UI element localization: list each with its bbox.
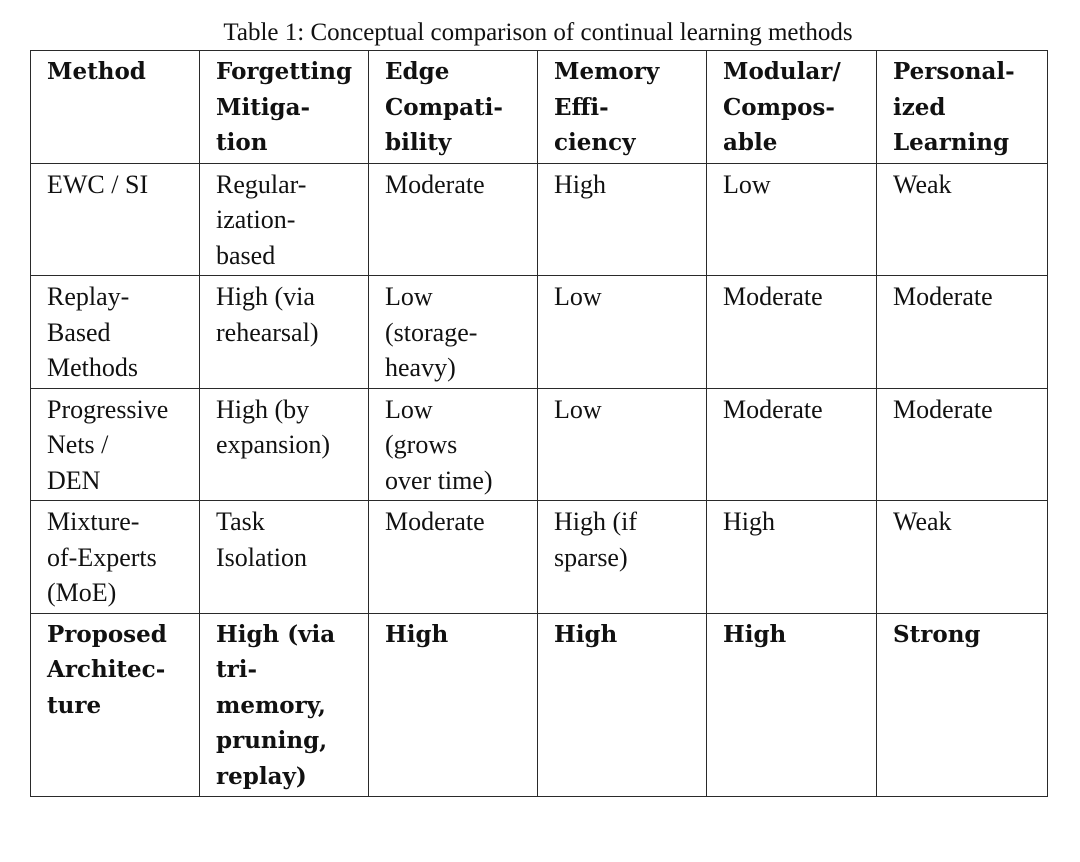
- cell-line: pruning,: [216, 727, 328, 754]
- table-row: [31, 501, 1048, 614]
- cell-line: based: [216, 240, 276, 270]
- table-row-proposed: [31, 613, 1048, 797]
- cell-line: Mitiga-: [216, 93, 311, 121]
- cell-line: memory,: [216, 691, 326, 719]
- cell-memory-efficiency: [538, 163, 707, 276]
- cell-modular-composable: [707, 276, 877, 389]
- cell-line: (storage-: [385, 317, 478, 347]
- cell-line: Compati-: [385, 93, 503, 121]
- cell-line: Weak: [893, 507, 952, 536]
- cell-line: EWC / SI: [47, 169, 149, 199]
- cell-line: Moderate: [893, 394, 993, 424]
- cell-edge-compatibility: [369, 276, 538, 389]
- cell-personalized-learning: [877, 501, 1048, 614]
- cell-line: Moderate: [723, 282, 823, 311]
- table-row: [31, 388, 1048, 501]
- cell-method: [31, 163, 200, 276]
- cell-line: High (via: [216, 282, 315, 311]
- cell-personalized-learning: [877, 613, 1048, 797]
- cell-line: Moderate: [723, 394, 823, 424]
- cell-line: ciency: [554, 129, 636, 156]
- comparison-table: [30, 50, 1048, 797]
- cell-line: ized: [893, 93, 946, 121]
- cell-line: Memory: [554, 58, 660, 85]
- cell-line: High (if: [554, 507, 638, 536]
- cell-method: [31, 388, 200, 501]
- cell-modular-composable: [707, 501, 877, 614]
- cell-forgetting-mitigation: [200, 276, 369, 389]
- cell-line: Weak: [893, 169, 952, 199]
- header-forgetting-mitigation: [200, 51, 369, 164]
- cell-line: bility: [385, 129, 452, 156]
- cell-forgetting-mitigation: [200, 613, 369, 797]
- cell-line: Low: [723, 169, 771, 199]
- cell-line: High: [385, 620, 449, 648]
- cell-line: heavy): [385, 353, 456, 382]
- cell-line: ization-: [216, 205, 296, 234]
- cell-line: expansion): [216, 430, 331, 459]
- cell-line: Edge: [385, 58, 450, 85]
- cell-line: Forgetting: [216, 58, 353, 85]
- cell-modular-composable: [707, 613, 877, 797]
- cell-line: Methods: [47, 353, 138, 382]
- cell-line: Nets /: [47, 430, 109, 459]
- cell-line: tri-: [216, 656, 258, 683]
- cell-line: Low: [554, 394, 602, 424]
- cell-line: Learning: [893, 129, 1010, 156]
- cell-line: Low: [554, 282, 602, 311]
- cell-line: ture: [47, 691, 102, 719]
- cell-line: over time): [385, 465, 493, 495]
- cell-edge-compatibility: [369, 388, 538, 501]
- cell-line: High (by: [216, 394, 310, 424]
- cell-line: (grows: [385, 430, 458, 459]
- cell-line: Method: [47, 58, 146, 85]
- cell-line: (MoE): [47, 578, 117, 607]
- cell-personalized-learning: [877, 163, 1048, 276]
- cell-line: Based: [47, 317, 111, 347]
- table-caption: Table 1: Conceptual comparison of continual learning methods: [223, 19, 853, 46]
- cell-line: Low: [385, 282, 433, 311]
- cell-line: Moderate: [385, 507, 485, 536]
- cell-line: DEN: [47, 465, 101, 495]
- cell-line: sparse): [554, 542, 628, 572]
- cell-line: Task: [216, 507, 265, 536]
- cell-line: tion: [216, 129, 268, 156]
- cell-forgetting-mitigation: [200, 501, 369, 614]
- cell-line: Strong: [893, 620, 981, 648]
- cell-line: Moderate: [385, 169, 485, 199]
- cell-line: High: [554, 169, 606, 199]
- cell-line: Replay-: [47, 282, 130, 311]
- cell-line: Architec-: [47, 656, 166, 683]
- cell-modular-composable: [707, 388, 877, 501]
- cell-line: High: [723, 620, 787, 648]
- cell-line: of-Experts: [47, 542, 157, 572]
- cell-line: Moderate: [893, 282, 993, 311]
- cell-line: replay): [216, 762, 307, 790]
- cell-method: [31, 613, 200, 797]
- table-row: [31, 276, 1048, 389]
- cell-line: Compos-: [723, 93, 835, 121]
- table-header-row: [31, 51, 1048, 164]
- cell-line: High: [723, 507, 775, 536]
- cell-edge-compatibility: [369, 501, 538, 614]
- cell-line: Proposed: [47, 620, 167, 648]
- cell-line: Personal-: [893, 58, 1015, 85]
- cell-line: Modular/: [723, 58, 841, 85]
- cell-edge-compatibility: [369, 613, 538, 797]
- table-row: [31, 163, 1048, 276]
- cell-memory-efficiency: [538, 388, 707, 501]
- header-modular-composable: [707, 51, 877, 164]
- header-edge-compatibility: [369, 51, 538, 164]
- cell-edge-compatibility: [369, 163, 538, 276]
- cell-personalized-learning: [877, 276, 1048, 389]
- cell-forgetting-mitigation: [200, 163, 369, 276]
- cell-forgetting-mitigation: [200, 388, 369, 501]
- cell-line: Effi-: [554, 93, 609, 121]
- cell-line: rehearsal): [216, 317, 319, 347]
- header-memory-efficiency: [538, 51, 707, 164]
- cell-memory-efficiency: [538, 276, 707, 389]
- cell-line: Mixture-: [47, 507, 140, 536]
- cell-line: Progressive: [47, 394, 169, 424]
- cell-modular-composable: [707, 163, 877, 276]
- header-method: [31, 51, 200, 164]
- cell-line: High: [554, 620, 618, 648]
- cell-line: Isolation: [216, 542, 307, 572]
- cell-method: [31, 276, 200, 389]
- header-personalized-learning: [877, 51, 1048, 164]
- cell-personalized-learning: [877, 388, 1048, 501]
- cell-line: Regular-: [216, 169, 307, 199]
- cell-line: able: [723, 129, 778, 156]
- cell-line: High (via: [216, 620, 336, 648]
- cell-method: [31, 501, 200, 614]
- cell-memory-efficiency: [538, 613, 707, 797]
- cell-line: Low: [385, 394, 433, 424]
- cell-memory-efficiency: [538, 501, 707, 614]
